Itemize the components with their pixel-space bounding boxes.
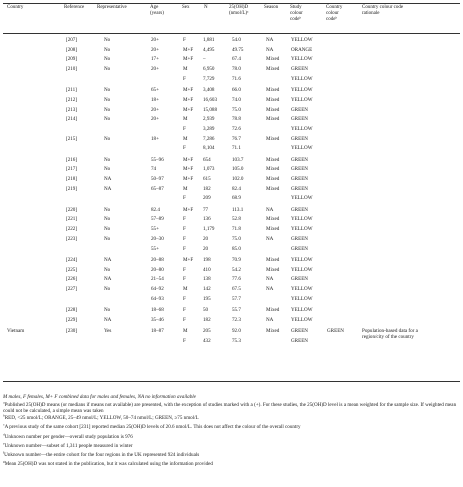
cell-colour: YELLOW — [291, 87, 313, 94]
header-season: Season — [264, 5, 279, 10]
footnotes — [3, 393, 460, 469]
cell-age: 20+ — [151, 66, 159, 73]
cell-colour: GREEN — [291, 235, 308, 242]
cell-n: 1,073 — [203, 166, 215, 173]
cell-ref: [215] — [66, 135, 78, 142]
cell-colour: ORANGE — [291, 46, 313, 53]
cell-colour: YELLOW — [291, 75, 313, 82]
cell-ohd: 75.0 — [232, 235, 241, 242]
cell-season: Mixed — [266, 306, 280, 313]
cell-age: 50–97 — [151, 176, 164, 182]
cell-sex: F — [183, 266, 186, 273]
cell-ref: [222] — [66, 226, 78, 233]
cell-season: Mixed — [266, 66, 280, 73]
cell-ohd: 71.8 — [232, 226, 241, 233]
cell-age: 20+ — [151, 106, 159, 113]
footnote-e: $^e$Unknown number—subset of 1,311 people measured in winter — [3, 441, 133, 449]
cell-ohd: 55.7 — [232, 306, 241, 313]
cell-season: Mixed — [266, 156, 280, 163]
cell-colour: GREEN — [291, 166, 308, 173]
footnote-e-text: Unknown number—subset of 1,311 people measured in winter — [4, 442, 133, 449]
cell-n: 77 — [203, 206, 209, 213]
cell-ref: [210] — [66, 66, 78, 73]
cell-rep: NA — [104, 256, 112, 263]
cell-ohd: 75.3 — [232, 337, 241, 344]
cell-rep: No — [104, 116, 111, 123]
footnote-f: $^f$Unknown number—the entire cohort for the four regions in the UK represented 924 individuals — [3, 450, 200, 459]
cell-rep: No — [104, 306, 111, 313]
cell-sex: F — [183, 216, 186, 223]
cell-sex: M — [183, 66, 188, 73]
cell-n: – — [203, 56, 206, 63]
cell-season: Mixed — [266, 256, 280, 263]
cell-n: 209 — [203, 195, 211, 202]
cell-colour: YELLOW — [291, 37, 313, 43]
footnote-b-text: RED, <25 nmol/L; ORANGE, 25–49 nmol/L; YELLOW, 50–74 nmol/L; GREEN, ≥75 nmol/L — [4, 415, 199, 422]
cell-ref: [228] — [66, 306, 78, 313]
cell-colour: GREEN — [291, 176, 308, 182]
cell-age: 82.4 — [151, 206, 160, 213]
cell-rep: No — [104, 156, 111, 163]
cell-ohd: 76.7 — [232, 135, 241, 142]
cell-season: NA — [266, 206, 274, 213]
cell-colour: GREEN — [291, 106, 308, 113]
cell-sex: M+F — [183, 206, 194, 213]
cell-rep: No — [104, 56, 111, 63]
cell-sex: F — [183, 235, 186, 242]
footnote-a: $^a$Published 25(OH)D means (or medians if means not available) are presented, with the exception of studies marked with a (+). For these studies, the 25(OH)D level is a mean weighted for the sample size. If weighted mean could not be calculated, a simple mean was taken — [3, 400, 457, 415]
cell-sex: M+F — [183, 87, 194, 94]
footnote-b: $^b$RED, <25 nmol/L; ORANGE, 25–49 nmol/L; YELLOW, 50–74 nmol/L; GREEN, ≥75 nmol/L — [3, 413, 199, 422]
cell-n: 1,881 — [203, 37, 215, 43]
cell-ref: [218] — [66, 176, 78, 182]
cell-n: 432 — [203, 337, 211, 344]
cell-season: Mixed — [266, 216, 280, 223]
bottom-rule — [3, 381, 460, 382]
header-sex: Sex — [182, 5, 190, 10]
cell-n: 136 — [203, 216, 211, 223]
cell-sex: M+F — [183, 166, 194, 173]
cell-sex: M+F — [183, 256, 194, 263]
cell-n: 6,950 — [203, 66, 215, 73]
cell-n: 16,603 — [203, 96, 218, 103]
cell-colour: GREEN — [291, 276, 308, 283]
cell-sex: F — [183, 316, 186, 323]
cell-ohd: 49.75 — [232, 46, 244, 53]
cell-rationale: Population-based data for a region/city of the country — [362, 327, 418, 340]
cell-age: 65–87 — [151, 185, 164, 192]
cell-ohd: 52.8 — [232, 216, 241, 223]
cell-season: Mixed — [266, 96, 280, 103]
cell-ohd: 77.6 — [232, 276, 241, 283]
footnote-d: $^d$Unknown number per gender—overall study population is 976 — [3, 431, 133, 440]
cell-season: NA — [266, 37, 274, 43]
header-age: Age (years) — [150, 5, 164, 16]
cell-season: Mixed — [266, 226, 280, 233]
cell-age: 20+ — [151, 116, 159, 123]
cell-rep: NA — [104, 276, 112, 283]
cell-age: 18–87 — [151, 327, 164, 334]
cell-ref: [216] — [66, 156, 78, 163]
cell-season: Mixed — [266, 185, 280, 192]
cell-colour: GREEN — [291, 156, 308, 163]
cell-season: Mixed — [266, 106, 280, 113]
cell-rep: NA — [104, 176, 112, 182]
cell-age: 55–96 — [151, 156, 164, 163]
cell-ohd: 66.0 — [232, 87, 241, 94]
cell-ohd: 71.1 — [232, 145, 241, 152]
top-rule — [3, 3, 460, 4]
cell-sex: M+F — [183, 176, 194, 182]
cell-colour: GREEN — [291, 327, 308, 334]
cell-colour: YELLOW — [291, 256, 313, 263]
cell-n: 20 — [203, 245, 209, 252]
cell-n: 410 — [203, 266, 211, 273]
header-n: N — [204, 5, 208, 10]
cell-rep: No — [104, 37, 111, 43]
cell-ohd: 68.9 — [232, 195, 241, 202]
cell-n: 182 — [203, 316, 211, 323]
cell-sex: M+F — [183, 96, 194, 103]
cell-colour: YELLOW — [291, 195, 313, 202]
cell-age: 74 — [151, 166, 157, 173]
cell-sex: M+F — [183, 156, 194, 163]
cell-n: 3,289 — [203, 125, 215, 132]
cell-rep: No — [104, 235, 111, 242]
cell-ohd: 74.0 — [232, 96, 241, 103]
cell-n: 20 — [203, 235, 209, 242]
cell-ref: [223] — [66, 235, 78, 242]
cell-ref: [221] — [66, 216, 78, 223]
cell-age: 18–68 — [151, 306, 164, 313]
cell-ref: [213] — [66, 106, 78, 113]
cell-sex: M — [183, 116, 188, 123]
header-representative: Representative — [97, 5, 127, 10]
cell-ref: [217] — [66, 166, 78, 173]
cell-sex: F — [183, 226, 186, 233]
cell-age: 20–30 — [151, 235, 164, 242]
header-study-colour-code: Study colour codeᵇ — [290, 5, 303, 22]
cell-ohd: 105.0 — [232, 166, 244, 173]
cell-ohd: 85.0 — [232, 245, 241, 252]
cell-ref: [225] — [66, 266, 78, 273]
cell-sex: F — [183, 195, 186, 202]
cell-colour: GREEN — [291, 135, 308, 142]
cell-colour: GREEN — [291, 185, 308, 192]
cell-country: Vietnam — [7, 327, 25, 334]
cell-ref: [220] — [66, 206, 78, 213]
cell-colour: YELLOW — [291, 306, 313, 313]
cell-n: 3,408 — [203, 87, 215, 94]
cell-age: 55+ — [151, 226, 159, 233]
cell-ohd: 75.0 — [232, 106, 241, 113]
footnote-f-text: Unknown number—the entire cohort for the four regions in the UK represented 924 individuals — [4, 452, 200, 459]
cell-sex: F — [183, 37, 186, 43]
cell-colour: GREEN — [291, 66, 308, 73]
cell-age: 20–80 — [151, 266, 164, 273]
cell-n: 198 — [203, 256, 211, 263]
cell-ref: [209] — [66, 56, 78, 63]
cell-age: 20+ — [151, 46, 159, 53]
cell-season: NA — [266, 316, 274, 323]
cell-country-colour: GREEN — [327, 327, 344, 334]
cell-colour: YELLOW — [291, 295, 313, 302]
cell-age: 55+ — [151, 245, 159, 252]
cell-n: 8,104 — [203, 145, 215, 152]
cell-colour: YELLOW — [291, 125, 313, 132]
cell-n: 182 — [203, 185, 211, 192]
cell-ref: [212] — [66, 96, 78, 103]
cell-ref: [226] — [66, 276, 78, 283]
cell-rep: NA — [104, 185, 112, 192]
cell-ref: [227] — [66, 285, 78, 292]
header-country-colour-code: Country colour codeᵇ — [326, 5, 343, 22]
cell-colour: YELLOW — [291, 216, 313, 223]
cell-rep: No — [104, 266, 111, 273]
cell-ref: [208] — [66, 46, 78, 53]
footnote-c: $^c$A previous study of the same cohort [231] reported median 25(OH)D levels of 20.6 nmol/L. This does not affect the colour of the overall country — [3, 422, 301, 431]
footnote-abbreviations: M males, F females, M+ F combined data for males and females, NA no information available — [3, 394, 196, 400]
cell-sex: M — [183, 185, 188, 192]
cell-ohd: 103.7 — [232, 156, 244, 163]
header-rule — [3, 33, 460, 34]
cell-rep: No — [104, 66, 111, 73]
footnote-d-text: Unknown number per gender—overall study population is 976 — [4, 433, 133, 440]
cell-ref: [224] — [66, 256, 78, 263]
cell-n: 205 — [203, 327, 211, 334]
cell-season: Mixed — [266, 166, 280, 173]
cell-sex: M — [183, 285, 188, 292]
cell-sex: M+F — [183, 106, 194, 113]
cell-age: 17+ — [151, 56, 159, 63]
cell-rep: No — [104, 226, 111, 233]
cell-season: Mixed — [266, 116, 280, 123]
cell-age: 64–93 — [151, 295, 164, 302]
cell-ohd: 57.7 — [232, 295, 241, 302]
cell-ref: [230] — [66, 327, 78, 334]
cell-age: 20+ — [151, 37, 159, 43]
cell-n: 4,495 — [203, 46, 215, 53]
cell-ref: [207] — [66, 37, 78, 43]
cell-rep: No — [104, 46, 111, 53]
cell-ref: [211] — [66, 87, 77, 94]
cell-age: 64–92 — [151, 285, 164, 292]
cell-ohd: 78.0 — [232, 66, 241, 73]
cell-ohd: 54.0 — [232, 37, 241, 43]
cell-rep: No — [104, 135, 111, 142]
cell-sex: F — [183, 337, 186, 344]
cell-n: 138 — [203, 276, 211, 283]
cell-ohd: 70.9 — [232, 256, 241, 263]
cell-colour: YELLOW — [291, 145, 313, 152]
cell-age: 35–46 — [151, 316, 164, 323]
cell-season: Mixed — [266, 176, 280, 182]
cell-ohd: 92.0 — [232, 327, 241, 334]
cell-season: NA — [266, 276, 274, 283]
cell-sex: M — [183, 135, 188, 142]
cell-sex: M+F — [183, 46, 194, 53]
cell-ohd: 54.2 — [232, 266, 241, 273]
cell-rep: No — [104, 96, 111, 103]
cell-colour: YELLOW — [291, 56, 313, 63]
cell-season: NA — [266, 285, 274, 292]
cell-sex: F — [183, 276, 186, 283]
cell-rep: No — [104, 206, 111, 213]
cell-season: Mixed — [266, 87, 280, 94]
cell-colour: YELLOW — [291, 226, 313, 233]
cell-ohd: 113.1 — [232, 206, 244, 213]
header-country: Country — [7, 5, 24, 10]
cell-colour: GREEN — [291, 206, 308, 213]
cell-sex: F — [183, 295, 186, 302]
cell-n: 7,286 — [203, 135, 215, 142]
cell-rep: No — [104, 285, 111, 292]
cell-ohd: 67.4 — [232, 56, 241, 63]
footnote-g: $^g$Mean 25(OH)D was not stated in the publication, but it was calculated using the information provided — [3, 459, 213, 468]
cell-ohd: 82.4 — [232, 185, 241, 192]
cell-n: 195 — [203, 295, 211, 302]
cell-n: 142 — [203, 285, 211, 292]
cell-n: 654 — [203, 156, 211, 163]
cell-n: 7,729 — [203, 75, 215, 82]
cell-ref: [229] — [66, 316, 78, 323]
cell-n: 1,179 — [203, 226, 215, 233]
cell-rep: NA — [104, 316, 112, 323]
cell-sex: F — [183, 75, 186, 82]
cell-colour: YELLOW — [291, 316, 313, 323]
cell-ohd: 78.8 — [232, 116, 241, 123]
cell-season: NA — [266, 46, 274, 53]
header-rationale: Country colour code rationale — [362, 5, 404, 16]
cell-sex: M — [183, 327, 188, 334]
cell-colour: YELLOW — [291, 285, 313, 292]
cell-rep: No — [104, 216, 111, 223]
cell-rep: No — [104, 106, 111, 113]
footnote-a-text: Published 25(OH)D means (or medians if means not available) are presented, with the exception of studies marked with a (+). For these studies, the 25(OH)D level is a mean weighted for the sample size. If weighted mean could not be calculated, a simple mean was taken — [3, 402, 457, 415]
cell-rep: Yes — [104, 327, 112, 334]
cell-colour: GREEN — [291, 116, 308, 123]
cell-season: Mixed — [266, 135, 280, 142]
cell-n: 50 — [203, 306, 209, 313]
cell-sex: F — [183, 145, 186, 152]
cell-ref: [219] — [66, 185, 78, 192]
cell-age: 18+ — [151, 96, 159, 103]
cell-age: 65+ — [151, 87, 159, 94]
footnote-g-text: Mean 25(OH)D was not stated in the publication, but it was calculated using the information provided — [4, 461, 213, 468]
cell-n: 2,939 — [203, 116, 215, 123]
cell-season: Mixed — [266, 327, 280, 334]
cell-sex: F — [183, 245, 186, 252]
footnote-c-text: A previous study of the same cohort [231] reported median 25(OH)D levels of 20.6 nmol/L. This does not affect the colour of the overall country — [4, 424, 301, 431]
cell-colour: GREEN — [291, 337, 308, 344]
cell-age: 20–88 — [151, 256, 164, 263]
cell-colour: GREEN — [291, 245, 308, 252]
cell-colour: YELLOW — [291, 96, 313, 103]
cell-age: 18+ — [151, 135, 159, 142]
cell-sex: F — [183, 125, 186, 132]
cell-ohd: 67.5 — [232, 285, 241, 292]
cell-colour: YELLOW — [291, 266, 313, 273]
cell-n: 615 — [203, 176, 211, 182]
cell-ohd: 71.6 — [232, 75, 241, 82]
cell-ohd: 102.0 — [232, 176, 244, 182]
cell-season: Mixed — [266, 266, 280, 273]
cell-sex: F — [183, 306, 186, 313]
cell-ohd: 72.3 — [232, 316, 241, 323]
header-reference: Reference — [64, 5, 85, 10]
cell-n: 15,088 — [203, 106, 218, 113]
cell-season: NA — [266, 235, 274, 242]
cell-sex: M+F — [183, 56, 194, 63]
cell-season: Mixed — [266, 56, 280, 63]
cell-rep: No — [104, 166, 111, 173]
cell-age: 57–89 — [151, 216, 164, 223]
cell-ref: [214] — [66, 116, 78, 123]
cell-age: 21–54 — [151, 276, 164, 283]
cell-rep: No — [104, 87, 111, 94]
cell-ohd: 72.6 — [232, 125, 241, 132]
header-25ohd: 25(OH)D (nmol/L)ᵃ — [229, 5, 249, 16]
